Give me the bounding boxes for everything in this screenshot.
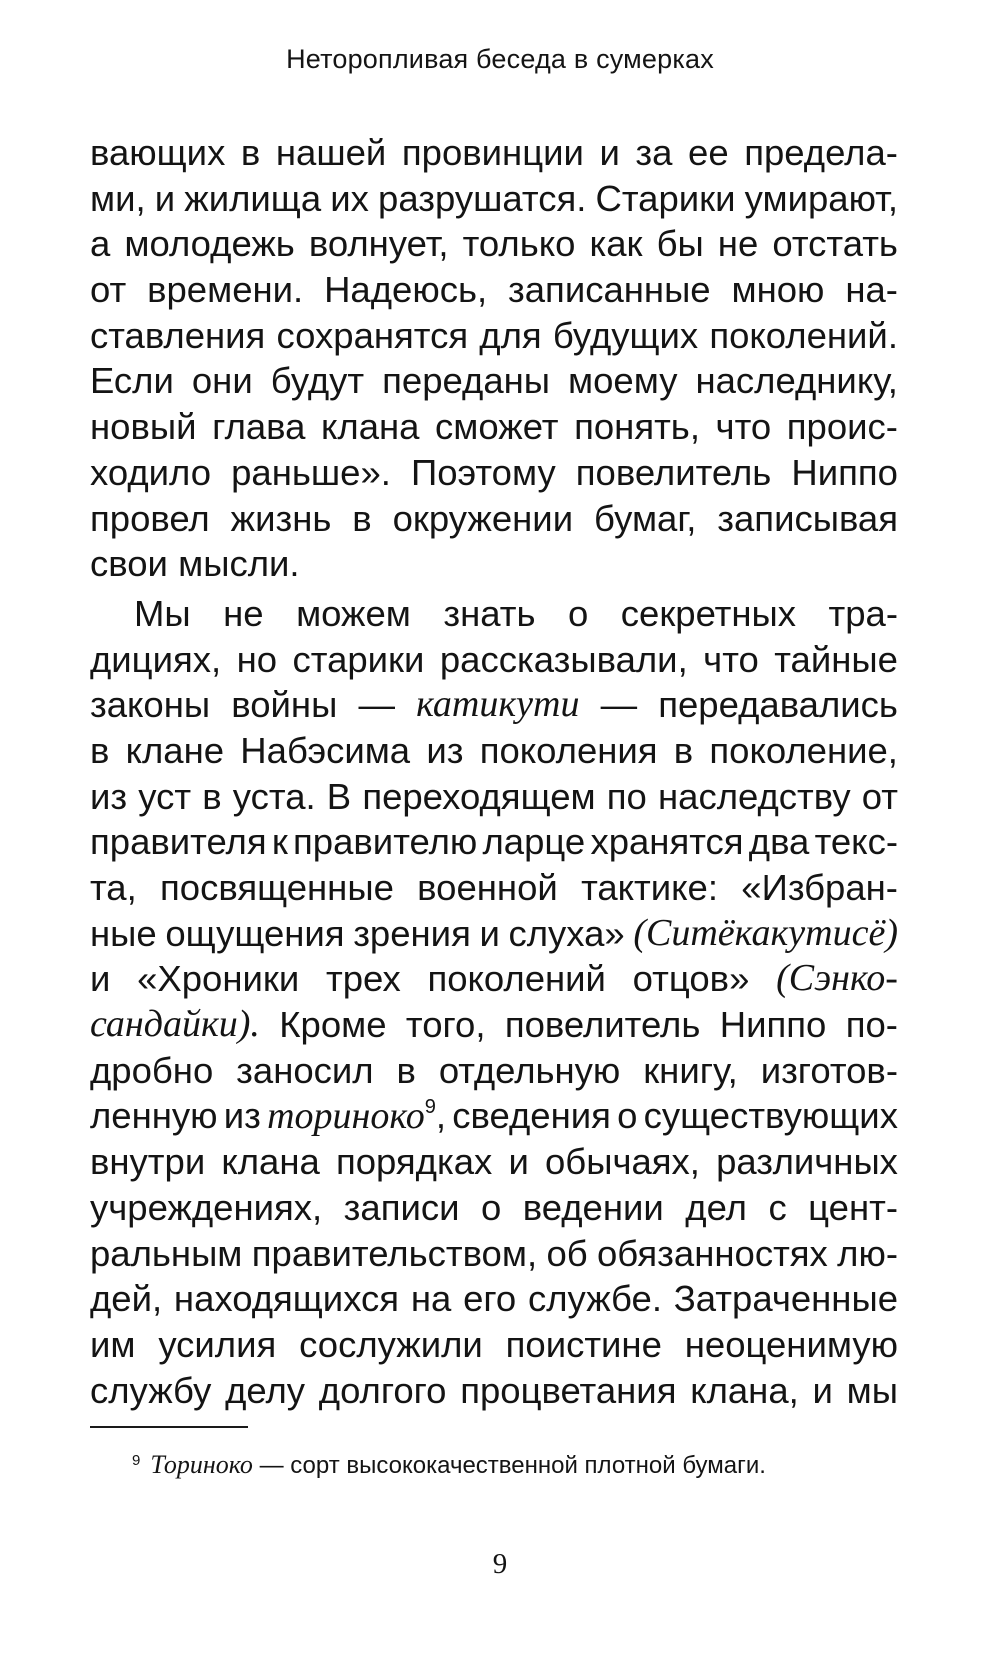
text-line: службу делу долгого процветания клана, и мы xyxy=(90,1369,898,1411)
text-line: из уст в уста. В переходящем по наследству от xyxy=(90,775,898,817)
paragraph-1 xyxy=(90,130,898,587)
text-line: законы войны — катикути — передавались xyxy=(90,682,898,728)
text-line: в клане Набэсима из поколения в поколение, xyxy=(90,729,898,771)
footnote-separator xyxy=(90,1426,248,1428)
footnote-ref: 9 xyxy=(424,1096,436,1119)
text-line: от времени. Надеюсь, записанные мною на- xyxy=(90,269,898,311)
footnote-term: Ториноко xyxy=(150,1450,253,1479)
text-line: ные ощущения зрения и слуха» (Ситёкакутисё) xyxy=(90,911,898,957)
running-title: Неторопливая беседа в сумерках xyxy=(286,44,714,74)
text-line: провел жизнь в окружении бумаг, записывая xyxy=(90,497,898,539)
text-line: вающих в нашей провинции и за ее предела- xyxy=(90,132,898,173)
text-line: ральным правительством, об обязанностях лю- xyxy=(90,1232,898,1274)
text-line: Если они будут переданы моему наследнику, xyxy=(90,360,898,402)
text-line: ставления сохранятся для будущих поколений. xyxy=(90,314,898,356)
text-line: сандайки). Кроме того, повелитель Ниппо по- xyxy=(90,1002,898,1048)
footnote xyxy=(132,1450,902,1480)
footnote-number: 9 xyxy=(132,1452,141,1469)
text-line: дробно заносил в отдельную книгу, изготов- xyxy=(90,1049,898,1091)
text-line: учреждениях, записи о ведении дел с цент- xyxy=(90,1186,898,1228)
italic-term: (Сэнко- xyxy=(776,957,898,1000)
page-number: 9 xyxy=(492,1548,508,1580)
text-line: ми, и жилища их разрушатся. Старики умирают, xyxy=(90,177,898,219)
text-line: ходило раньше». Поэтому повелитель Ниппо xyxy=(90,451,898,493)
text-line: правителя к правителю ларце хранятся два текс- xyxy=(90,821,898,863)
text-line: и «Хроники трех поколений отцов» (Сэнко- xyxy=(90,956,898,1002)
paragraph-2 xyxy=(90,591,898,1413)
italic-term: ториноко xyxy=(267,1095,425,1138)
text-line: внутри клана порядках и обычаях, различных xyxy=(90,1141,898,1183)
text-line: свои мысли. xyxy=(90,543,300,585)
italic-term: катикути xyxy=(416,683,580,726)
text-line: та, посвященные военной тактике: «Избран- xyxy=(90,867,898,908)
text-line: им усилия сослужили поистине неоценимую xyxy=(90,1323,898,1365)
text-line: новый глава клана сможет понять, что проис- xyxy=(90,406,898,448)
text-line: Мы не можем знать о секретных тра- xyxy=(134,592,898,634)
body-text xyxy=(90,130,898,1413)
text-line: ленную из ториноко$^9$, сведения о существующих xyxy=(90,1095,898,1138)
italic-term: (Ситёкакутисё) xyxy=(633,911,898,954)
text-line: а молодежь волнует, только как бы не отстать xyxy=(90,223,898,265)
italic-term: сандайки). xyxy=(90,1003,260,1046)
text-line: дициях, но старики рассказывали, что тайные xyxy=(90,638,898,680)
text-line: дей, находящихся на его службе. Затраченные xyxy=(90,1278,898,1320)
footnote-text: — сорт высококачественной плотной бумаги. xyxy=(252,1452,766,1479)
